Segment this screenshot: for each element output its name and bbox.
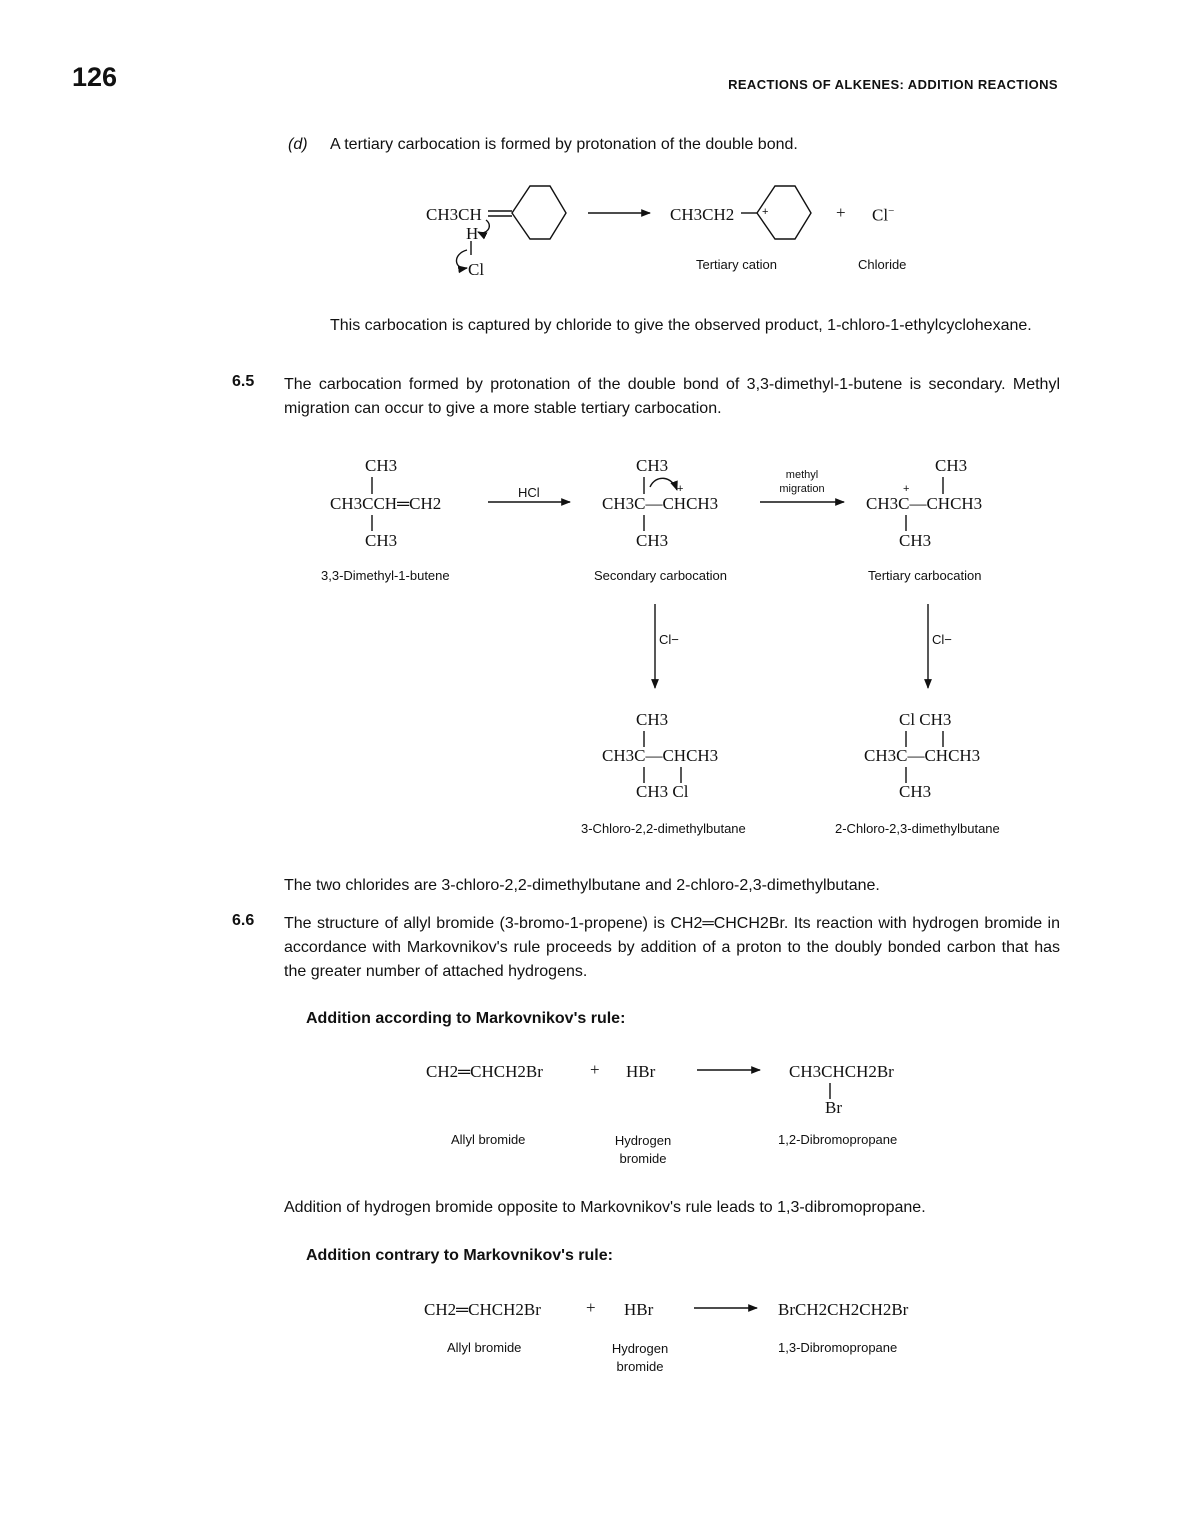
contrary-plus: + — [586, 1298, 596, 1317]
cation-formula: CH3CH2 — [670, 205, 735, 224]
markovnikov-plus: + — [590, 1060, 600, 1079]
tertiary-charge: + — [903, 483, 910, 495]
caption-chloride: Chloride — [858, 257, 907, 272]
heading-markovnikov: Addition according to Markovnikov's rule: — [306, 1010, 626, 1027]
start-bottom-methyl: CH3 — [365, 531, 398, 550]
markovnikov-allyl-bromide: CH2═CHCH2Br — [426, 1062, 543, 1081]
page-number: 126 — [72, 62, 118, 92]
secondary-charge: + — [677, 483, 684, 495]
start-top-methyl: CH3 — [365, 456, 398, 475]
proton-h-label: H — [466, 224, 479, 243]
caption-start-alkene: 3,3-Dimethyl-1-butene — [321, 568, 450, 583]
caption-hydrogen-bromide: Hydrogen bromide — [614, 1133, 672, 1166]
part-d-label: (d) — [288, 136, 308, 153]
product1-bottom-groups: CH3 Cl — [636, 782, 689, 801]
problem-6-5-summary: The two chlorides are 3-chloro-2,2-dimethylbutane and 2-chloro-2,3-dimethylbutane. — [284, 877, 880, 894]
chloride-reagent-right: Cl− — [932, 632, 952, 647]
product-12-bromine: Br — [825, 1098, 842, 1117]
product1-main-chain: CH3C—CHCH3 — [602, 746, 719, 765]
hcl-cl-label: Cl — [468, 260, 485, 279]
problem-6-6-text: The structure of allyl bromide (3-bromo-1-propene) is CH2═CHCH2Br. Its reaction with hydrogen bromide in accordance with Markovnikov's rule proceeds by addition of a proton to the doubly bonded carbon that has the greater number of attached hydrogens. — [284, 915, 1060, 980]
tertiary-main-chain: CH3C—CHCH3 — [866, 494, 983, 513]
methyl-shift-arrow — [650, 478, 677, 490]
product1-top-methyl: CH3 — [636, 710, 669, 729]
product-12-dibromopropane: CH3CHCH2Br — [789, 1062, 894, 1081]
heading-contrary: Addition contrary to Markovnikov's rule: — [306, 1247, 613, 1264]
methyl-migration-label: methyl migration — [779, 469, 825, 495]
chloride-ion: Cl− — [872, 205, 895, 225]
contrary-allyl-bromide: CH2═CHCH2Br — [424, 1300, 541, 1319]
anti-markovnikov-text: Addition of hydrogen bromide opposite to Markovnikov's rule leads to 1,3-dibromopropane. — [284, 1199, 926, 1216]
contrary-hbr: HBr — [624, 1300, 654, 1319]
problem-6-5-number: 6.5 — [232, 373, 255, 390]
product2-main-chain: CH3C—CHCH3 — [864, 746, 981, 765]
caption-product1: 3-Chloro-2,2-dimethylbutane — [581, 821, 746, 836]
problem-6-5-text: The carbocation formed by protonation of the double bond of 3,3-dimethyl-1-butene is secondary. Methyl migration can occur to give a more stable tertiary carbocation. — [284, 376, 1060, 417]
caption-tertiary-carbocation: Tertiary carbocation — [868, 568, 982, 583]
product2-top-groups: Cl CH3 — [899, 710, 952, 729]
tertiary-bottom-methyl: CH3 — [899, 531, 932, 550]
caption-secondary-carbocation: Secondary carbocation — [594, 568, 727, 583]
secondary-main-chain: CH3C—CHCH3 — [602, 494, 719, 513]
caption-allyl-bromide-2: Allyl bromide — [447, 1340, 522, 1355]
part-d-conclusion: This carbocation is captured by chloride to give the observed product, 1-chloro-1-ethylcyclohexane. — [330, 317, 1032, 334]
curved-electron-arrow-2 — [456, 250, 467, 268]
plus-sign: + — [836, 203, 846, 222]
product-13-dibromopropane: BrCH2CH2CH2Br — [778, 1300, 909, 1319]
reactant-formula: CH3CH — [426, 205, 482, 224]
chloride-reagent-left: Cl− — [659, 632, 679, 647]
caption-tertiary-cation: Tertiary cation — [696, 257, 777, 272]
caption-12-dibromopropane: 1,2-Dibromopropane — [778, 1132, 898, 1147]
running-head: REACTIONS OF ALKENES: ADDITION REACTIONS — [728, 77, 1058, 92]
markovnikov-hbr: HBr — [626, 1062, 656, 1081]
cation-charge: + — [762, 206, 769, 218]
secondary-top-methyl: CH3 — [636, 456, 669, 475]
product2-bottom-methyl: CH3 — [899, 782, 932, 801]
problem-6-6-number: 6.6 — [232, 912, 255, 929]
tertiary-top-methyl: CH3 — [935, 456, 968, 475]
part-d-intro: A tertiary carbocation is formed by protonation of the double bond. — [330, 136, 798, 153]
caption-product2: 2-Chloro-2,3-dimethylbutane — [835, 821, 1000, 836]
secondary-bottom-methyl: CH3 — [636, 531, 669, 550]
reagent-hcl: HCl — [518, 485, 540, 500]
caption-hydrogen-bromide-2: Hydrogen bromide — [611, 1341, 669, 1374]
start-main-chain: CH3CCH═CH2 — [330, 494, 442, 513]
caption-allyl-bromide: Allyl bromide — [451, 1132, 526, 1147]
cyclohexane-ring — [512, 186, 566, 239]
caption-13-dibromopropane: 1,3-Dibromopropane — [778, 1340, 898, 1355]
